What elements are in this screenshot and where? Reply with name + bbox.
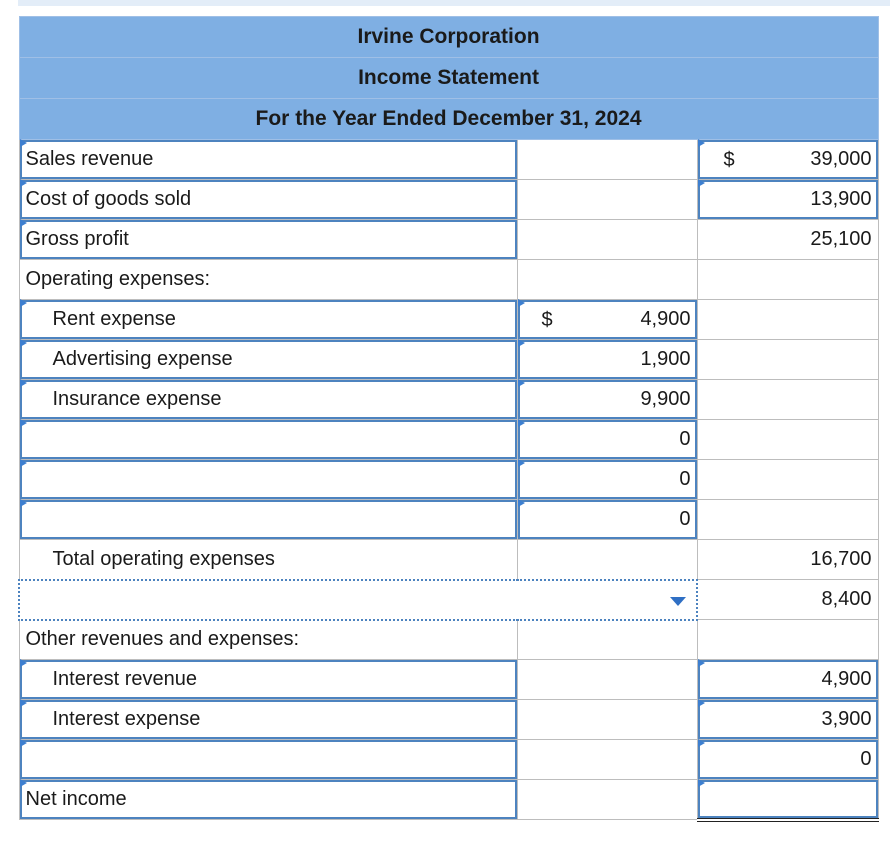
blank-expense-label-1[interactable] (19, 420, 517, 460)
col2-cell (517, 780, 697, 820)
col2-cell (517, 260, 697, 300)
interest-expense-label[interactable]: Interest expense (19, 700, 517, 740)
other-revenues-heading: Other revenues and expenses: (19, 620, 517, 660)
blank-expense-amount-2[interactable]: 0 (517, 460, 697, 500)
col2-cell (517, 660, 697, 700)
sales-revenue-amount[interactable] (697, 140, 878, 180)
table-row (19, 340, 878, 380)
blank-expense-label-2[interactable] (19, 460, 517, 500)
company-name: Irvine Corporation (19, 17, 878, 58)
sales-revenue-label[interactable]: Sales revenue (19, 140, 517, 180)
amount-value: 4,900 (640, 308, 691, 330)
table-row (19, 700, 878, 740)
table-row (19, 180, 878, 220)
select-row-amount: 8,400 (697, 580, 878, 620)
income-line-select[interactable] (19, 580, 697, 620)
dollar-sign: $ (723, 149, 735, 171)
insurance-expense-label[interactable]: Insurance expense (19, 380, 517, 420)
table-row (19, 140, 878, 180)
rent-expense-label[interactable]: Rent expense (19, 300, 517, 340)
col2-cell (517, 140, 697, 180)
blank-expense-amount-3[interactable]: 0 (517, 500, 697, 540)
interest-revenue-label[interactable]: Interest revenue (19, 660, 517, 700)
statement-period: For the Year Ended December 31, 2024 (19, 99, 878, 140)
insurance-expense-amount[interactable]: 9,900 (517, 380, 697, 420)
blank-other-amount[interactable]: 0 (697, 740, 878, 780)
chevron-down-icon[interactable] (670, 597, 686, 606)
col3-cell (697, 460, 878, 500)
table-row (19, 220, 878, 260)
total-operating-expenses-amount: 16,700 (697, 540, 878, 580)
col3-cell (697, 260, 878, 300)
rent-expense-amount[interactable] (517, 300, 697, 340)
gross-profit-label[interactable]: Gross profit (19, 220, 517, 260)
col2-cell (517, 220, 697, 260)
operating-expenses-heading: Operating expenses: (19, 260, 517, 300)
advertising-expense-amount[interactable]: 1,900 (517, 340, 697, 380)
blank-expense-label-3[interactable] (19, 500, 517, 540)
table-row (19, 380, 878, 420)
col2-cell (517, 700, 697, 740)
table-row (19, 740, 878, 780)
amount-value: 39,000 (810, 148, 872, 170)
table-row (19, 780, 878, 820)
net-income-label[interactable]: Net income (19, 780, 517, 820)
col3-cell (697, 380, 878, 420)
statement-title: Income Statement (19, 58, 878, 99)
table-row (19, 500, 878, 540)
table-row (19, 580, 878, 620)
blank-expense-amount-1[interactable]: 0 (517, 420, 697, 460)
col3-cell (697, 420, 878, 460)
col3-cell (697, 620, 878, 660)
col2-cell (517, 540, 697, 580)
table-row (19, 620, 878, 660)
total-operating-expenses-label: Total operating expenses (19, 540, 517, 580)
cogs-amount[interactable]: 13,900 (697, 180, 878, 220)
table-row (19, 420, 878, 460)
gross-profit-amount: 25,100 (697, 220, 878, 260)
net-income-amount[interactable] (697, 780, 878, 820)
col3-cell (697, 340, 878, 380)
table-row (19, 460, 878, 500)
advertising-expense-label[interactable]: Advertising expense (19, 340, 517, 380)
income-statement-table (18, 16, 879, 822)
blank-other-label[interactable] (19, 740, 517, 780)
col3-cell (697, 500, 878, 540)
col2-cell (517, 620, 697, 660)
dollar-sign: $ (541, 309, 553, 331)
col3-cell (697, 300, 878, 340)
interest-revenue-amount[interactable]: 4,900 (697, 660, 878, 700)
table-row (19, 660, 878, 700)
col2-cell (517, 180, 697, 220)
col2-cell (517, 740, 697, 780)
table-row (19, 260, 878, 300)
top-strip (18, 0, 890, 6)
cogs-label[interactable]: Cost of goods sold (19, 180, 517, 220)
table-row (19, 540, 878, 580)
interest-expense-amount[interactable]: 3,900 (697, 700, 878, 740)
table-row (19, 300, 878, 340)
